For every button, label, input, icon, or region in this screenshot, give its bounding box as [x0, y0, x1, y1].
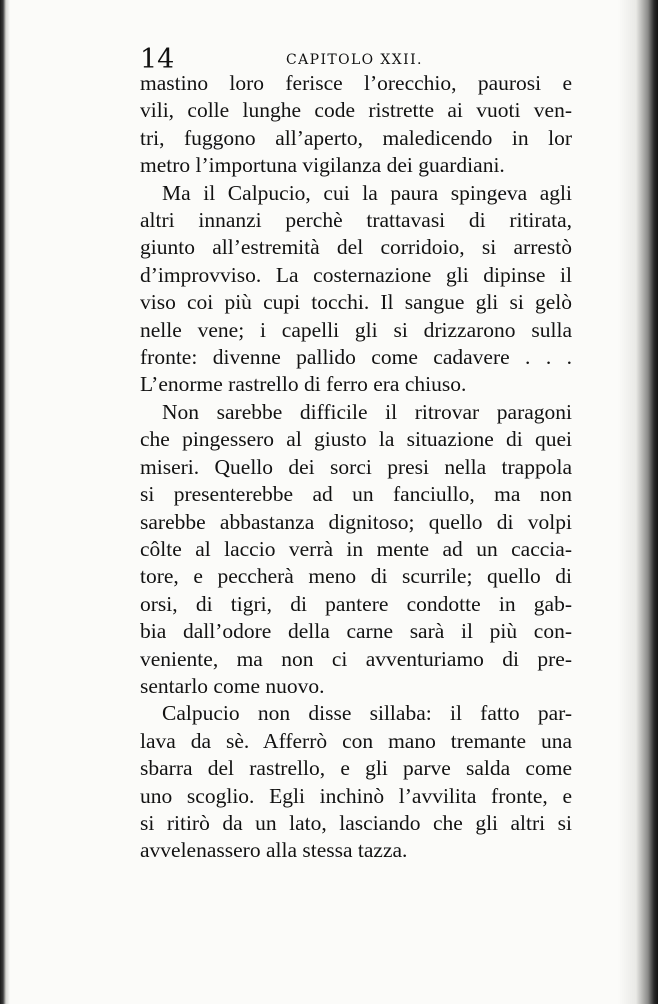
text-line: Non sarebbe difficile il ritrovar paragoni [162, 399, 572, 424]
text-line: metro l’importuna vigilanza dei guardiani. [140, 153, 505, 178]
text-line: si presenterebbe ad un fanciullo, ma non [140, 482, 572, 507]
paragraph-1 [140, 70, 572, 180]
text-line: orsi, di tigri, di pantere condotte in gab- [140, 591, 572, 616]
text-line: L’enorme rastrello di ferro era chiuso. [140, 372, 467, 397]
text-line: lava da sè. Afferrò con mano tremante una [140, 728, 572, 753]
text-line: d’improvviso. La costernazione gli dipinse il [140, 262, 572, 287]
text-line: giunto all’estremità del corridoio, si arrestò [140, 235, 572, 260]
text-line: sentarlo come nuovo. [140, 673, 325, 698]
text-line: sbarra del rastrello, e gli parve salda come [140, 756, 572, 781]
page-right-edge [618, 0, 658, 1004]
paragraph-3 [140, 399, 572, 700]
text-line: Calpucio non disse sillaba: il fatto par- [162, 701, 572, 726]
paragraph-4 [140, 700, 572, 864]
text-line: che pingessero al giusto la situazione di quei [140, 427, 572, 452]
text-line: veniente, ma non ci avventuriamo di pre- [140, 646, 572, 671]
text-line: côlte al laccio verrà in mente ad un caccia- [140, 536, 572, 561]
text-line: vili, colle lunghe code ristrette ai vuoti ven- [140, 98, 572, 123]
page-left-edge [0, 0, 10, 1004]
text-line: tri, fuggono all’aperto, maledicendo in lor [140, 125, 572, 150]
body-text [140, 70, 572, 865]
text-line: mastino loro ferisce l’orecchio, paurosi e [140, 71, 572, 95]
text-line: uno scoglio. Egli inchinò l’avvilita fronte, e [140, 783, 572, 808]
running-head: CAPITOLO XXII. [286, 52, 423, 68]
text-line: Ma il Calpucio, cui la paura spingeva agli [162, 180, 572, 205]
paragraph-2 [140, 180, 572, 399]
text-line: tore, e peccherà meno di scurrile; quello di [140, 564, 572, 589]
text-line: miseri. Quello dei sorci presi nella trappola [140, 454, 572, 479]
text-line: fronte: divenne pallido come cadavere . . . [140, 345, 572, 370]
text-line: bia dall’odore della carne sarà il più con- [140, 619, 572, 644]
text-line: sarebbe abbastanza dignitoso; quello di volpi [140, 509, 572, 534]
page-number: 14 [140, 44, 175, 75]
text-line: altri innanzi perchè trattavasi di ritirata, [140, 208, 572, 233]
text-line: viso coi più cupi tocchi. Il sangue gli si gelò [140, 290, 572, 315]
text-line: avvelenassero alla stessa tazza. [140, 838, 408, 863]
text-line: nelle vene; i capelli gli si drizzarono sulla [140, 317, 572, 342]
text-line: si ritirò da un lato, lasciando che gli altri si [140, 810, 572, 835]
